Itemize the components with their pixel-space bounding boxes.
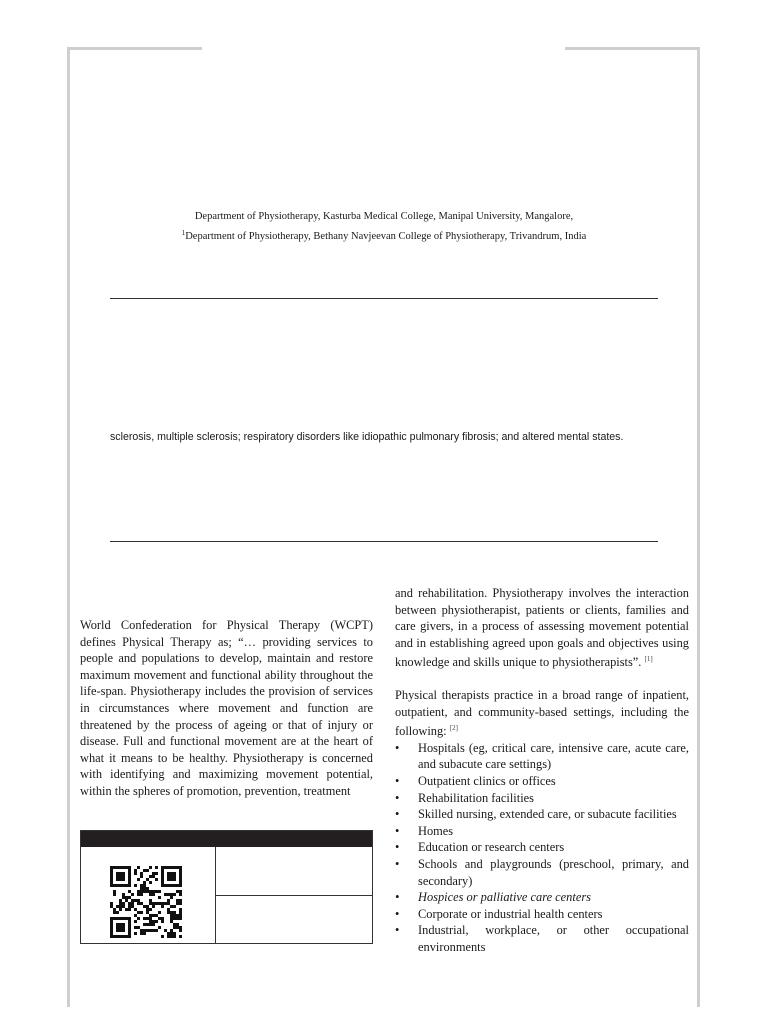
settings-paragraph-text: Physical therapists practice in a broad range of inpatient, outpatient, and community-based settings, including the following:: [395, 687, 689, 739]
definition-paragraph: [395, 585, 689, 671]
list-item: • Hospices or palliative care centers: [395, 889, 689, 906]
settings-paragraph: [395, 687, 689, 740]
page-frame-left: [67, 47, 70, 1007]
access-box-header: [81, 831, 372, 847]
affiliation-line-2: [110, 225, 658, 245]
access-box-divider-horizontal: [215, 895, 373, 896]
article-access-box: [80, 830, 373, 944]
list-item: • Homes: [395, 823, 689, 840]
list-item: • Hospitals (eg, critical care, intensive care, acute care, and subacute care settings): [395, 740, 689, 773]
page-frame-right: [697, 47, 700, 1007]
page-frame-top-right: [565, 47, 700, 50]
page-frame-top-left: [68, 47, 202, 50]
list-item: • Schools and playgrounds (preschool, primary, and secondary): [395, 856, 689, 889]
affiliation-marker: 1: [181, 229, 186, 237]
list-item: • Rehabilitation facilities: [395, 790, 689, 807]
right-column: [395, 585, 689, 955]
reference-1: [1]: [644, 655, 653, 664]
definition-paragraph-text: and rehabilitation. Physiotherapy involves the interaction between physiotherapist, patients or clients, families and care givers, in a process of assessing movement potential and in establishing agreed upon goals and objectives using knowledge and skills unique to physiotherapists”.: [395, 586, 689, 670]
abstract-top-rule: [110, 298, 658, 299]
reference-2: [2]: [449, 724, 458, 733]
qr-code-icon: [110, 866, 182, 938]
list-item: • Industrial, workplace, or other occupational environments: [395, 922, 689, 955]
left-column: [80, 617, 373, 800]
list-item: • Outpatient clinics or offices: [395, 773, 689, 790]
affiliation-line-2-text: Department of Physiotherapy, Bethany Navjeevan College of Physiotherapy, Trivandrum, India: [185, 231, 587, 242]
abstract-text-line: sclerosis, multiple sclerosis; respiratory disorders like idiopathic pulmonary fibrosis; and altered mental states.: [110, 431, 624, 443]
affiliation-line-1: Department of Physiotherapy, Kasturba Medical College, Manipal University, Mangalore,: [194, 211, 574, 222]
abstract-bottom-rule: [110, 541, 658, 542]
list-item: • Corporate or industrial health centers: [395, 906, 689, 923]
list-item: • Skilled nursing, extended care, or subacute facilities: [395, 806, 689, 823]
intro-paragraph: World Confederation for Physical Therapy (WCPT) defines Physical Therapy as; “… providing services to people and populations to develop, maintain and restore maximum movement and functional ability throughout the life-span. Physiotherapy includes the provision of services in circumstances where movement and function are threatened by the process of ageing or that of injury or disease. Full and functional movement are at the heart of what it means to be healthy. Physiotherapy is concerned with identifying and maximizing movement potential, within the spheres of promotion, prevention, treatment: [80, 618, 373, 798]
settings-list: [395, 740, 689, 956]
list-item: • Education or research centers: [395, 839, 689, 856]
